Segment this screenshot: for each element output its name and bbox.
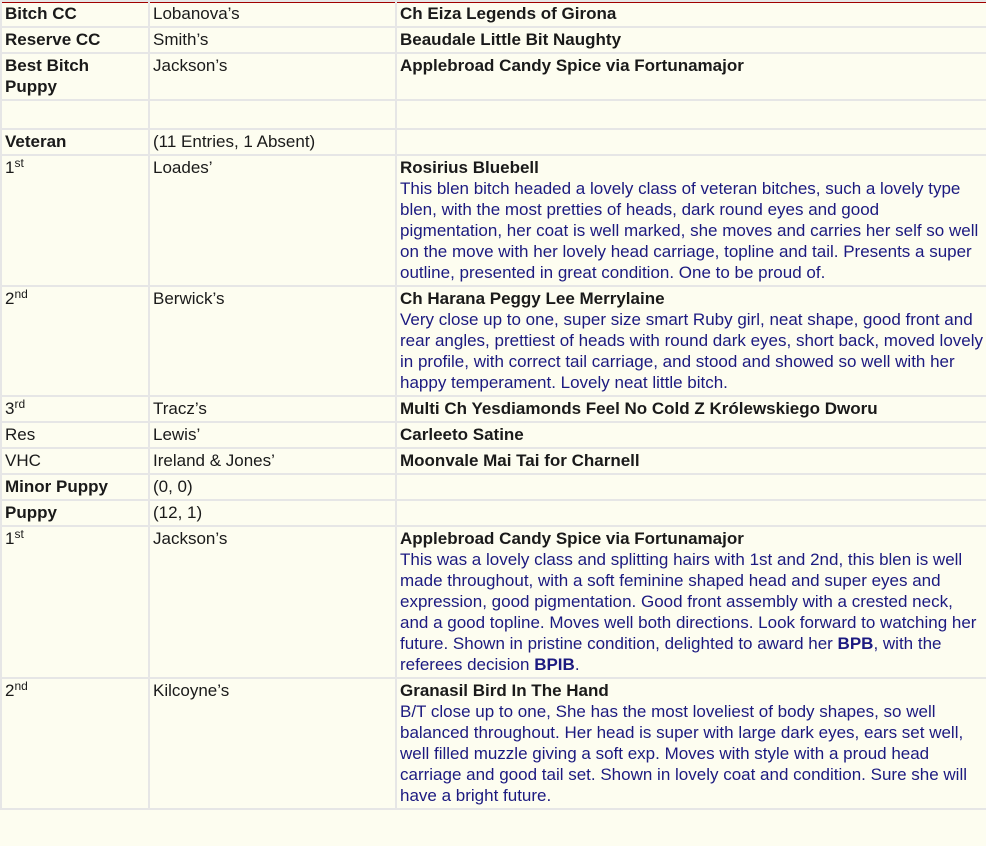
- owner: Kilcoyne’s: [149, 678, 396, 809]
- placing-details: [396, 286, 986, 396]
- class-entries: (0, 0): [149, 474, 396, 500]
- class-name: Puppy: [1, 500, 149, 526]
- owner: Lobanova’s: [149, 1, 396, 27]
- empty-cell: [396, 500, 986, 526]
- placing-row: [1, 286, 986, 396]
- placing-details: [396, 526, 986, 678]
- owner: Tracz’s: [149, 396, 396, 422]
- award-bpb: BPB: [837, 634, 874, 653]
- placing-row: [1, 422, 986, 448]
- placing-row: [1, 678, 986, 809]
- class-entries: (11 Entries, 1 Absent): [149, 129, 396, 155]
- critique: This blen bitch headed a lovely class of veteran bitches, such a lovely type blen, with the most pretties of heads, dark round eyes and good pigmentation, her coat is well marked, she moves and carries her self so well on the move with her lovely head carriage, topline and tail. Presents a super outline, presented in great condition. One to be proud of.: [400, 179, 979, 282]
- critique: Very close up to one, super size smart Ruby girl, neat shape, good front and rear angles, prettiest of heads with round dark eyes, short back, moved lovely in profile, with correct tail carriage, and stood and showed so well with her happy temperament. Lovely neat little bitch.: [400, 310, 984, 392]
- spacer-row: [1, 100, 986, 129]
- class-entries: (12, 1): [149, 500, 396, 526]
- placing-row: [1, 155, 986, 286]
- class-name: Veteran: [1, 129, 149, 155]
- dog-name: Granasil Bird In The Hand: [400, 681, 609, 700]
- placing-details: [396, 155, 986, 286]
- placing: 1st: [1, 155, 149, 286]
- dog-name: Applebroad Candy Spice via Fortunamajor: [396, 53, 986, 100]
- dog-name: Applebroad Candy Spice via Fortunamajor: [400, 529, 744, 548]
- dog-name: Rosirius Bluebell: [400, 158, 539, 177]
- owner: Ireland & Jones’: [149, 448, 396, 474]
- award-label: Best Bitch Puppy: [1, 53, 149, 100]
- placing-row: [1, 526, 986, 678]
- empty-cell: [149, 100, 396, 129]
- critique: B/T close up to one, She has the most loveliest of body shapes, so well balanced throughout. Her head is super with large dark eyes, ears set well, well filled muzzle giving a soft exp. Moves with style with a proud head carriage and good tail set. Shown in lovely coat and condition. Sure she will have a bright future.: [400, 702, 968, 805]
- placing-details: [396, 678, 986, 809]
- empty-cell: [1, 100, 149, 129]
- class-header-row: [1, 500, 986, 526]
- placing: 2nd: [1, 678, 149, 809]
- class-name: Minor Puppy: [1, 474, 149, 500]
- class-header-row: [1, 129, 986, 155]
- dog-name: Beaudale Little Bit Naughty: [396, 27, 986, 53]
- dog-name: Carleeto Satine: [396, 422, 986, 448]
- award-bpib: BPIB: [534, 655, 575, 674]
- owner: Jackson’s: [149, 53, 396, 100]
- owner: Loades’: [149, 155, 396, 286]
- table-row: [1, 27, 986, 53]
- owner: Jackson’s: [149, 526, 396, 678]
- placing-row: [1, 448, 986, 474]
- award-label: Reserve CC: [1, 27, 149, 53]
- dog-name: Multi Ch Yesdiamonds Feel No Cold Z Królewskiego Dworu: [396, 396, 986, 422]
- placing: 2nd: [1, 286, 149, 396]
- table-row: [1, 1, 986, 27]
- owner: Smith’s: [149, 27, 396, 53]
- placing: 3rd: [1, 396, 149, 422]
- dog-name: Ch Harana Peggy Lee Merrylaine: [400, 289, 665, 308]
- placing: VHC: [1, 448, 149, 474]
- owner: Berwick’s: [149, 286, 396, 396]
- award-label: Bitch CC: [1, 1, 149, 27]
- dog-name: Moonvale Mai Tai for Charnell: [396, 448, 986, 474]
- critique: This was a lovely class and splitting hairs with 1st and 2nd, this blen is well made throughout, with a soft feminine shaped head and super eyes and expression, good pigmentation. Good front assembly with a crested neck, and a good topline. Moves well both directions. Look forward to watching her future. Shown in pristine condition, delighted to award her BPB, with the referees decision BPIB.: [400, 550, 977, 674]
- dog-name: Ch Eiza Legends of Girona: [396, 1, 986, 27]
- placing-row: [1, 396, 986, 422]
- placing: 1st: [1, 526, 149, 678]
- empty-cell: [396, 129, 986, 155]
- class-header-row: [1, 474, 986, 500]
- placing: Res: [1, 422, 149, 448]
- empty-cell: [396, 474, 986, 500]
- owner: Lewis’: [149, 422, 396, 448]
- table-row: [1, 53, 986, 100]
- empty-cell: [396, 100, 986, 129]
